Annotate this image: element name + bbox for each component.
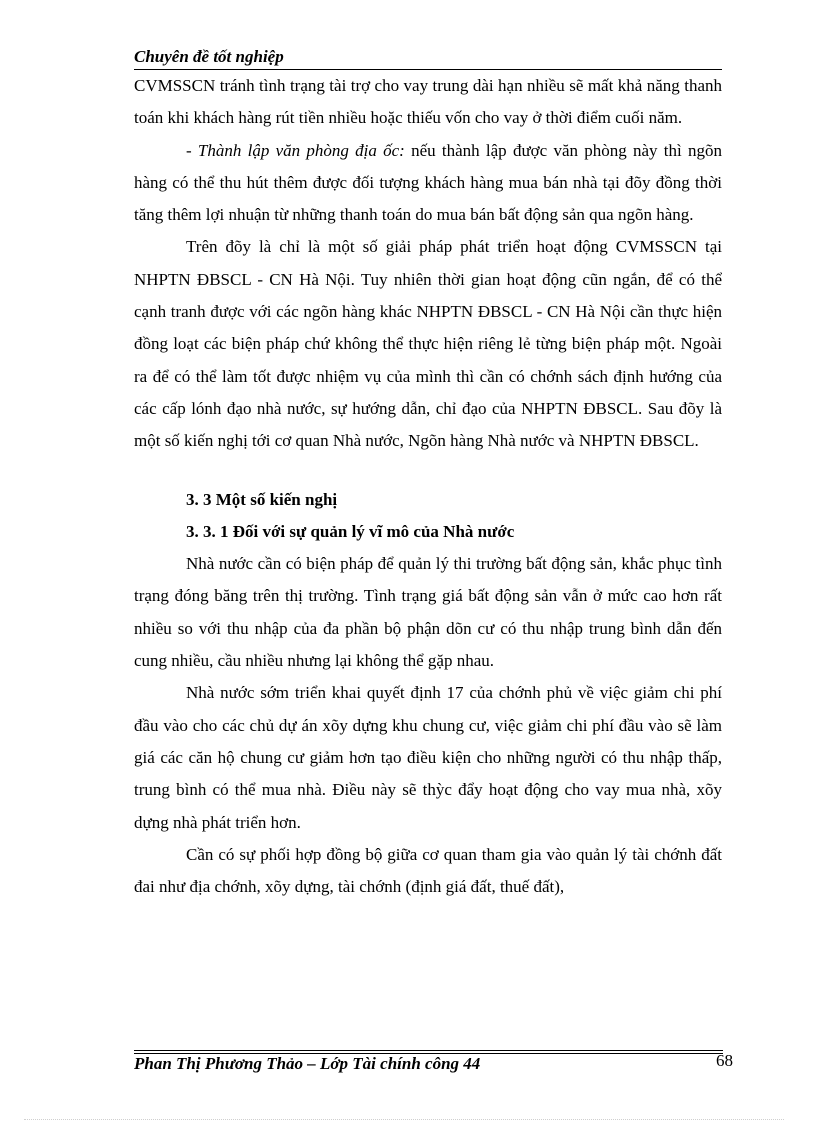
paragraph-6: Cần có sự phối hợp đồng bộ giữa cơ quan tham gia vào quản lý tài chớnh đất đai như địa chớnh, xõy dựng, tài chớnh (định giá đất, thuế đất), [134, 844, 722, 897]
paragraph-1: CVMSSCN tránh tình trạng tài trợ cho vay trung dài hạn nhiều sẽ mất khả năng thanh toán khi khách hàng rút tiền nhiều hoặc thiếu vốn cho vay ở thời điểm cuối năm. [134, 76, 722, 128]
document-body [134, 70, 722, 903]
paragraph-3: Trên đõy là chỉ là một số giải pháp phát triển hoạt động CVMSSCN tại NHPTN ĐBSCL - CN Hà Nội. Tuy nhiên thời gian hoạt động cũn ngắn, để có thể cạnh tranh được với các ngõn hàng khác NHPTN ĐBSCL - CN Hà Nội cần thực hiện đồng loạt các biện pháp chứ không thể thực hiện riêng lẻ từng biện pháp một. Ngoài ra để có thể làm tốt được nhiệm vụ của mình thì cần có chớnh sách định hướng của các cấp lónh đạo nhà nước, sự hướng dẫn, chỉ đạo của NHPTN ĐBSCL. Sau đõy là một số kiến nghị tới cơ quan Nhà nước, Ngõn hàng Nhà nước và NHPTN ĐBSCL. [134, 237, 722, 451]
section-spacer [134, 458, 722, 484]
header-title: Chuyên đề tốt nghiệp [134, 47, 284, 66]
paragraph-2-text: nếu thành lập được văn phòng này thì ngõn hàng có thể thu hút thêm được đối tượng khách hàng mua bán nhà tại đõy đồng thời tăng thêm lợi nhuận từ những thanh toán do mua bán bất động sản qua ngõn hàng. [134, 140, 722, 225]
page-number: 68 [716, 1051, 733, 1070]
page-edge-dotted [24, 1119, 784, 1120]
section-heading: 3. 3 Một số kiến nghị [186, 489, 338, 509]
paragraph-4: Nhà nước cần có biện pháp để quản lý thi trường bất động sản, khắc phục tình trạng đóng băng trên thị trường. Tình trạng giá bất động sản vẫn ở mức cao hơn rất nhiều so với thu nhập của đa phần bộ phận dõn cư có thu nhập trung bình dẫn đến cung nhiều, cầu nhiều nhưng lại không thể gặp nhau. [134, 554, 722, 671]
footer-rule-top [134, 1050, 723, 1051]
paragraph-2 [134, 135, 722, 232]
paragraph-5: Nhà nước sớm triển khai quyết định 17 của chớnh phủ về việc giảm chi phí đầu vào cho các chủ dự án xõy dựng khu chung cư, việc giảm chi phí đầu vào sẽ làm giá các căn hộ chung cư giảm hơn tạo điều kiện cho những người có thu nhập thấp, trung bình có thể mua nhà. Điều này sẽ thỳc đẩy hoạt động cho vay mua nhà, xõy dựng nhà phát triển hơn. [134, 683, 722, 832]
subsection-heading: 3. 3. 1 Đối với sự quản lý vĩ mô của Nhà nước [186, 521, 515, 541]
footer-author: Phan Thị Phương Thảo – Lớp Tài chính công 44 [134, 1054, 481, 1073]
paragraph-2-lead: - Thành lập văn phòng địa ốc: [186, 140, 405, 160]
